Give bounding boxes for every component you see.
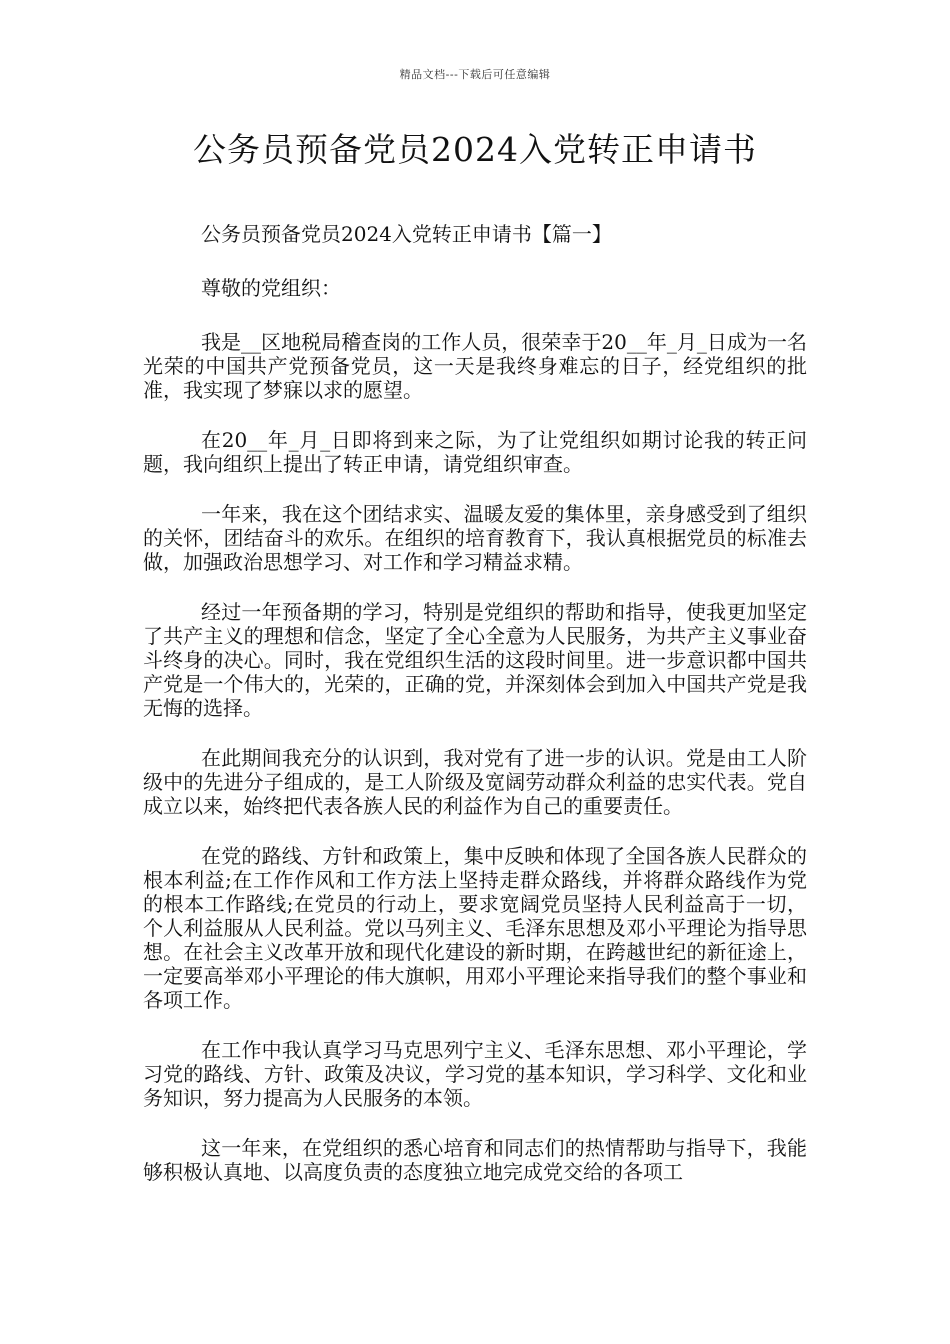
body-paragraph: 在20__年_月_日即将到来之际，为了让党组织如期讨论我的转正问题，我向组织上提出了转正申请，请党组织审查。 <box>143 428 807 476</box>
body-paragraph: 我是__区地税局稽查岗的工作人员，很荣幸于20__年_月_日成为一名光荣的中国共产党预备党员，这一天是我终身难忘的日子，经党组织的批准，我实现了梦寐以求的愿望。 <box>143 330 807 402</box>
body-paragraph: 经过一年预备期的学习，特别是党组织的帮助和指导，使我更加坚定了共产主义的理想和信念，坚定了全心全意为人民服务，为共产主义事业奋斗终身的决心。同时，我在党组织生活的这段时间里。进一步意识都中国共产党是一个伟大的，光荣的，正确的党，并深刻体会到加入中国共产党是我无悔的选择。 <box>143 600 807 720</box>
salutation: 尊敬的党组织： <box>201 276 341 300</box>
body-paragraph: 这一年来，在党组织的悉心培育和同志们的热情帮助与指导下，我能够积极认真地、以高度负责的态度独立地完成党交给的各项工 <box>143 1136 807 1184</box>
document-subtitle: 公务员预备党员2024入党转正申请书【篇一】 <box>201 222 612 246</box>
body-paragraph: 在党的路线、方针和政策上，集中反映和体现了全国各族人民群众的根本利益;在工作作风和工作方法上坚持走群众路线，并将群众路线作为党的根本工作路线;在党员的行动上，要求宽阔党员坚持人民利益高于一切，个人利益服从人民利益。党以马列主义、毛泽东思想及邓小平理论为指导思想。在社会主义改革开放和现代化建设的新时期，在跨越世纪的新征途上，一定要高举邓小平理论的伟大旗帜，用邓小平理论来指导我们的整个事业和各项工作。 <box>143 844 807 1012</box>
body-paragraph: 在工作中我认真学习马克思列宁主义、毛泽东思想、邓小平理论，学习党的路线、方针、政策及决议，学习党的基本知识，学习科学、文化和业务知识，努力提高为人民服务的本领。 <box>143 1038 807 1110</box>
document-body <box>143 222 807 1210</box>
document-title: 公务员预备党员2024入党转正申请书 <box>193 130 757 169</box>
body-paragraph: 一年来，我在这个团结求实、温暖友爱的集体里，亲身感受到了组织的关怀，团结奋斗的欢乐。在组织的培育教育下，我认真根据党员的标准去做，加强政治思想学习、对工作和学习精益求精。 <box>143 502 807 574</box>
body-paragraph: 在此期间我充分的认识到，我对党有了进一步的认识。党是由工人阶级中的先进分子组成的，是工人阶级及宽阔劳动群众利益的忠实代表。党自成立以来，始终把代表各族人民的利益作为自己的重要责任。 <box>143 746 807 818</box>
header-note: 精品文档---下载后可任意编辑 <box>399 68 551 81</box>
